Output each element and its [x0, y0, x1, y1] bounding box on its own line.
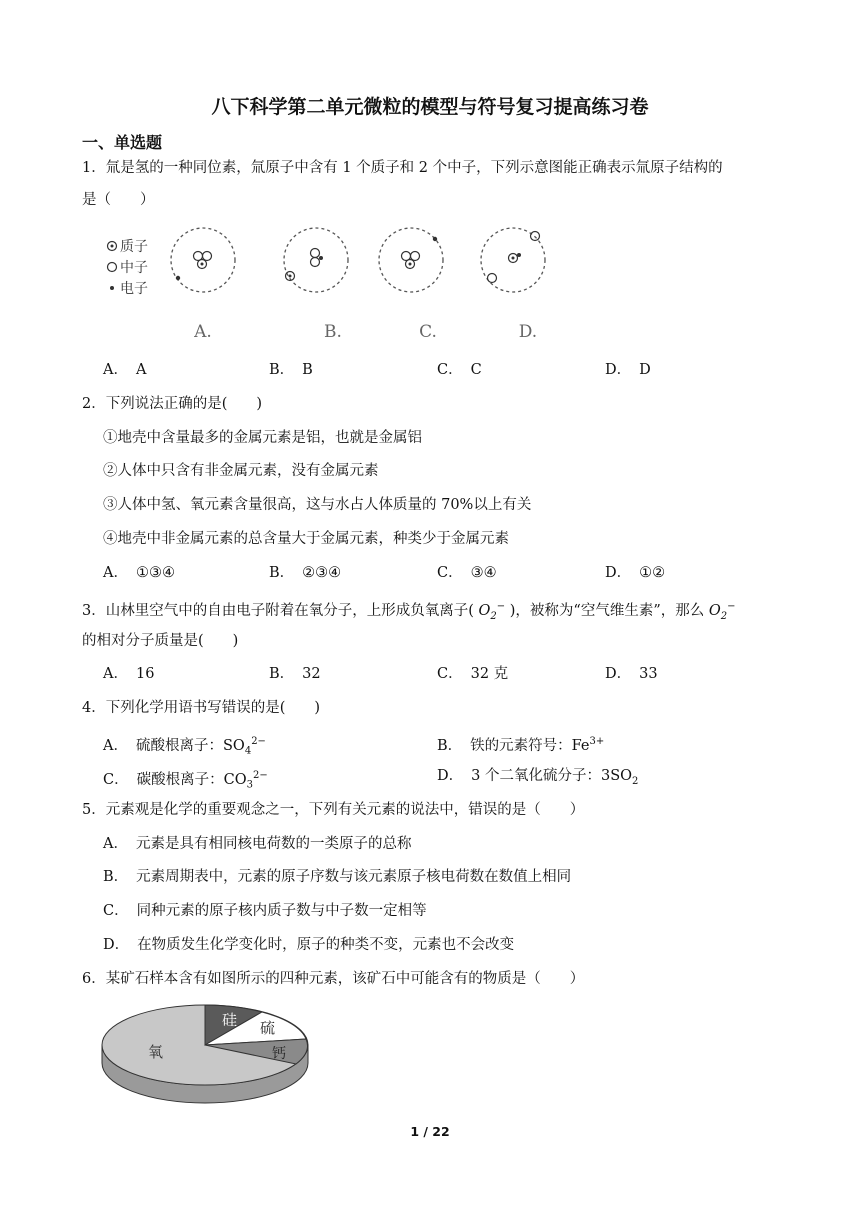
q3-option-a[interactable]	[103, 664, 154, 684]
option-text: ③④	[470, 565, 497, 581]
option-text: ①③④	[135, 565, 175, 581]
pie-label-sulfur: 硫	[260, 1019, 276, 1037]
option-label: C．	[103, 903, 129, 919]
q1-option-d[interactable]	[605, 360, 651, 380]
option-text: ②③④	[302, 565, 342, 581]
option-label: D．	[605, 666, 632, 682]
q2-statement-2: ②人体中只含有非金属元素，没有金属元素	[103, 463, 379, 479]
option-text: 3 个二氧化硫分子：3SO	[471, 768, 633, 784]
superoxide-ion-formula: $O_2^-$	[478, 601, 506, 622]
option-label: C．	[103, 771, 129, 788]
option-text: 在物质发生化学变化时，原子的种类不变，元素也不会改变	[137, 937, 515, 953]
q1-option-a[interactable]	[103, 360, 146, 380]
q4-option-c[interactable]: C． 碳酸根离子：$CO_3^{2-}$	[103, 770, 268, 791]
option-text: 元素周期表中，元素的原子序数与该元素原子核电荷数在数值上相同	[136, 869, 572, 885]
q1-option-c[interactable]	[437, 360, 482, 380]
atom-structure-figure	[100, 220, 560, 342]
legend-electron: 电子	[120, 281, 148, 297]
atom-diagram-b	[284, 228, 348, 292]
q3-text-b: )，被称为“空气维生素”，那么	[509, 602, 705, 619]
q5-option-b[interactable]	[103, 867, 571, 887]
q3-text-a: 3．山林里空气中的自由电子附着在氧分子，上形成负氧离子(	[82, 602, 474, 619]
legend-proton: 质子	[120, 239, 148, 255]
figure-label-d: D.	[518, 322, 538, 342]
option-text: ①②	[639, 565, 666, 581]
q5-option-c[interactable]	[103, 901, 427, 921]
q2-option-a[interactable]	[103, 563, 175, 583]
option-text: 同种元素的原子核内质子数与中子数一定相等	[136, 903, 427, 919]
option-label: C．	[437, 666, 463, 682]
q3-option-c[interactable]	[437, 664, 508, 684]
q2-stem: 2．下列说法正确的是( )	[82, 396, 263, 412]
q6-stem: 6．某矿石样本含有如图所示的四种元素，该矿石中可能含有的物质是（ ）	[82, 971, 585, 987]
option-label: B．	[437, 737, 463, 754]
option-label: B．	[269, 362, 295, 378]
atom-diagram-c	[379, 228, 443, 292]
option-label: C．	[437, 565, 463, 581]
option-label: B．	[103, 869, 129, 885]
option-text: D	[639, 362, 651, 378]
q2-option-c[interactable]	[437, 563, 497, 583]
q5-stem: 5．元素观是化学的重要观念之一，下列有关元素的说法中，错误的是（ ）	[82, 802, 585, 818]
section-heading: 一、单选题	[82, 133, 163, 152]
option-text: A	[135, 362, 147, 378]
figure-label-a: A.	[194, 322, 212, 342]
page-title: 八下科学第二单元微粒的模型与符号复习提高练习卷	[211, 96, 649, 118]
legend-neutron: 中子	[120, 260, 148, 276]
option-label: D．	[103, 937, 130, 953]
option-label: A．	[103, 565, 128, 581]
pie-label-silicon: 硅	[222, 1011, 238, 1029]
option-label: B．	[269, 565, 295, 581]
q2-option-b[interactable]	[269, 563, 341, 583]
option-text: 16	[135, 666, 155, 682]
q4-option-a[interactable]: A． 硫酸根离子：$SO_4^{2-}$	[103, 736, 266, 757]
option-text: C	[470, 362, 482, 378]
option-text: 32	[302, 666, 321, 682]
atom-diagram-d	[481, 228, 545, 292]
option-label: D．	[437, 768, 464, 784]
option-label: B．	[269, 666, 295, 682]
q5-option-a[interactable]	[103, 834, 411, 854]
figure-label-b: B.	[324, 322, 342, 342]
option-text: 铁的元素符号：Fe	[470, 737, 590, 754]
element-pie-figure	[100, 995, 320, 1107]
q4-stem: 4．下列化学用语书写错误的是( )	[82, 700, 321, 716]
option-text: B	[302, 362, 313, 378]
q1-option-b[interactable]	[269, 360, 313, 380]
option-label: A．	[103, 737, 128, 754]
q2-statement-4: ④地壳中非金属元素的总含量大于金属元素，种类少于金属元素	[103, 531, 509, 547]
superoxide-ion-formula-2: $O_2^-$	[708, 601, 736, 622]
option-label: A．	[103, 666, 128, 682]
q4-option-b[interactable]: B． 铁的元素符号：$Fe^{3+}$	[437, 736, 605, 754]
atom-diagram-a	[171, 228, 235, 292]
q3-option-d[interactable]	[605, 664, 658, 684]
page-number: 1 / 22	[410, 1124, 450, 1139]
q3-option-b[interactable]	[269, 664, 321, 684]
option-text: 33	[639, 666, 658, 682]
option-label: D．	[605, 362, 632, 378]
option-label: C．	[437, 362, 463, 378]
option-label: A．	[103, 836, 128, 852]
q1-stem-line1: 1．氚是氢的一种同位素，氚原子中含有 1 个质子和 2 个中子，下列示意图能正确表示氚原子结构的	[82, 160, 723, 176]
pie-label-oxygen: 氧	[148, 1043, 164, 1061]
q3-stem-line2: 的相对分子质量是( )	[82, 633, 239, 649]
q5-option-d[interactable]	[103, 935, 514, 955]
q2-statement-3: ③人体中氢、氧元素含量很高，这与水占人体质量的 70%以上有关	[103, 497, 532, 513]
q3-stem-line1	[82, 597, 736, 627]
option-text: 碳酸根离子：CO	[136, 771, 247, 788]
option-label: A．	[103, 362, 128, 378]
option-text: 硫酸根离子：SO	[135, 737, 245, 754]
q4-option-d[interactable]: D． 3 个二氧化硫分子：$3SO_2$	[437, 768, 639, 787]
q2-option-d[interactable]	[605, 563, 665, 583]
pie-label-calcium: 钙	[272, 1046, 286, 1062]
figure-legend	[108, 239, 149, 297]
option-text: 元素是具有相同核电荷数的一类原子的总称	[135, 836, 412, 852]
q2-statement-1: ①地壳中含量最多的金属元素是铝，也就是金属铝	[103, 430, 422, 446]
option-label: D．	[605, 565, 632, 581]
option-text: 32 克	[470, 666, 509, 682]
figure-label-c: C.	[419, 322, 437, 342]
q1-stem-line2: 是（ ）	[82, 192, 155, 208]
